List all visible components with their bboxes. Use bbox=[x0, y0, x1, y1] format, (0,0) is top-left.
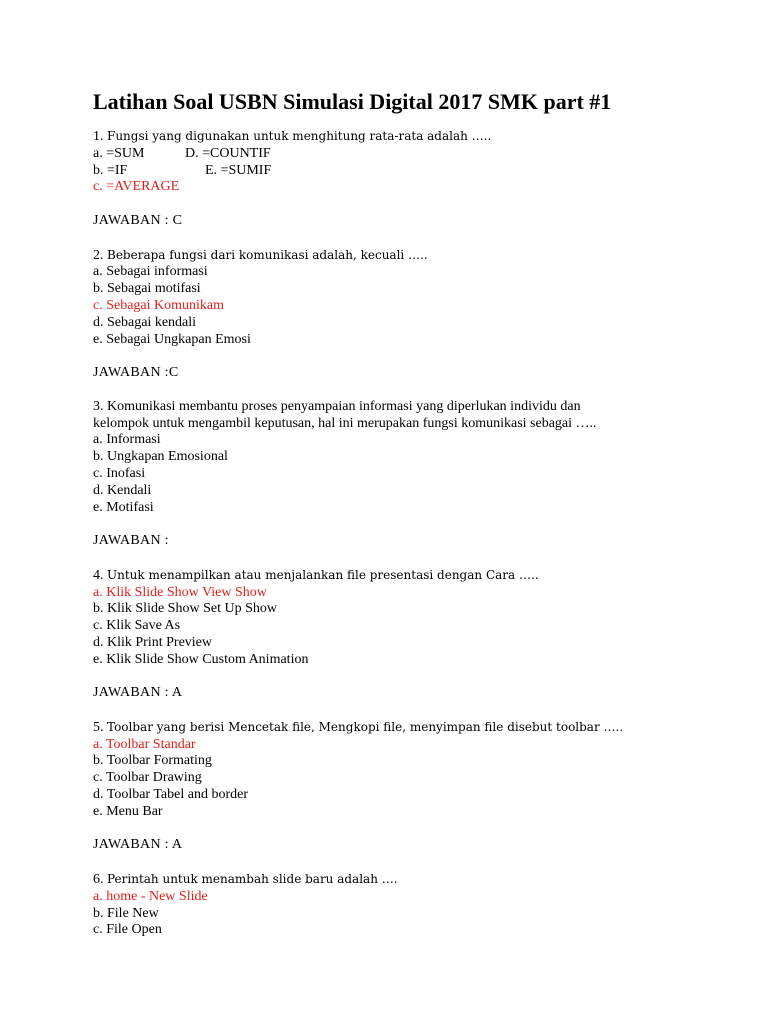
spacer bbox=[93, 669, 728, 686]
option-a: a. Sebagai informasi bbox=[93, 264, 208, 280]
question-text: Toolbar yang berisi Mencetak file, Mengkopi file, menyimpan file disebut toolbar ….. bbox=[107, 719, 624, 734]
option-d: d. Toolbar Tabel and border bbox=[93, 787, 248, 803]
option-a: a. Informasi bbox=[93, 432, 161, 448]
question-text: Beberapa fungsi dari komunikasi adalah, kecuali ….. bbox=[107, 247, 428, 262]
question-3-line-2: kelompok untuk mengambil keputusan, hal ini merupakan fungsi komunikasi sebagai ….. bbox=[93, 415, 597, 431]
question-2 bbox=[93, 247, 728, 265]
page-title: Latihan Soal USBN Simulasi Digital 2017 SMK part #1 bbox=[93, 89, 612, 114]
spacer bbox=[93, 348, 728, 365]
question-number: 1. bbox=[93, 129, 104, 144]
spacer bbox=[93, 854, 728, 871]
option-b: b. Sebagai motifasi bbox=[93, 281, 201, 297]
answer-4: JAWABAN : A bbox=[93, 685, 183, 701]
option-b: b. Toolbar Formating bbox=[93, 753, 212, 769]
option-c: c. Klik Save As bbox=[93, 618, 181, 634]
question-number: 6. bbox=[93, 872, 104, 888]
option-e: E. =SUMIF bbox=[205, 162, 272, 178]
question-number: 2. bbox=[93, 247, 104, 263]
option-d: d. Sebagai kendali bbox=[93, 314, 197, 330]
option-a: a. =SUM bbox=[93, 145, 145, 161]
option-d: d. Kendali bbox=[93, 482, 152, 498]
answer-3: JAWABAN : bbox=[93, 533, 169, 549]
question-number: 4. bbox=[93, 567, 104, 583]
option-row bbox=[93, 146, 728, 163]
option-e: e. Motifasi bbox=[93, 499, 154, 515]
option-row bbox=[93, 163, 728, 180]
question-text: Perintah untuk menambah slide baru adalah …. bbox=[107, 872, 398, 887]
option-d: d. Klik Print Preview bbox=[93, 634, 212, 650]
spacer bbox=[93, 516, 728, 533]
option-e: e. Menu Bar bbox=[93, 803, 163, 819]
spacer bbox=[93, 821, 728, 838]
option-b: b. Klik Slide Show Set Up Show bbox=[93, 601, 277, 617]
answer-2: JAWABAN :C bbox=[93, 365, 179, 381]
option-d: D. =COUNTIF bbox=[185, 145, 271, 161]
option-b: b. Ungkapan Emosional bbox=[93, 449, 228, 465]
question-3-line-1: 3. Komunikasi membantu proses penyampaian informasi yang diperlukan individu dan bbox=[93, 398, 581, 414]
spacer bbox=[93, 702, 728, 719]
spacer bbox=[93, 382, 728, 399]
spacer bbox=[93, 550, 728, 567]
option-b: b. =IF bbox=[93, 162, 128, 178]
option-c: c. File Open bbox=[93, 922, 162, 938]
question-text: Fungsi yang digunakan untuk menghitung rata-rata adalah ….. bbox=[107, 129, 492, 143]
question-6 bbox=[93, 871, 728, 889]
answer-1: JAWABAN : C bbox=[93, 212, 183, 228]
option-b: b. File New bbox=[93, 905, 159, 921]
option-a-correct: a. Klik Slide Show View Show bbox=[93, 584, 267, 600]
question-5 bbox=[93, 719, 728, 737]
option-e: e. Sebagai Ungkapan Emosi bbox=[93, 331, 251, 347]
answer-5: JAWABAN : A bbox=[93, 837, 183, 853]
spacer bbox=[93, 196, 728, 213]
option-c-correct: c. =AVERAGE bbox=[93, 179, 180, 195]
option-c-correct: c. Sebagai Komunikam bbox=[93, 297, 225, 313]
option-a-correct: a. home - New Slide bbox=[93, 888, 208, 904]
option-a-correct: a. Toolbar Standar bbox=[93, 736, 196, 752]
question-1 bbox=[93, 128, 728, 146]
option-e: e. Klik Slide Show Custom Animation bbox=[93, 651, 309, 667]
question-number: 5. bbox=[93, 719, 104, 735]
option-c: c. Inofasi bbox=[93, 465, 146, 481]
question-4 bbox=[93, 567, 728, 585]
option-c: c. Toolbar Drawing bbox=[93, 770, 202, 786]
spacer bbox=[93, 230, 728, 247]
question-text: Untuk menampilkan atau menjalankan file presentasi dengan Cara ….. bbox=[107, 567, 539, 582]
